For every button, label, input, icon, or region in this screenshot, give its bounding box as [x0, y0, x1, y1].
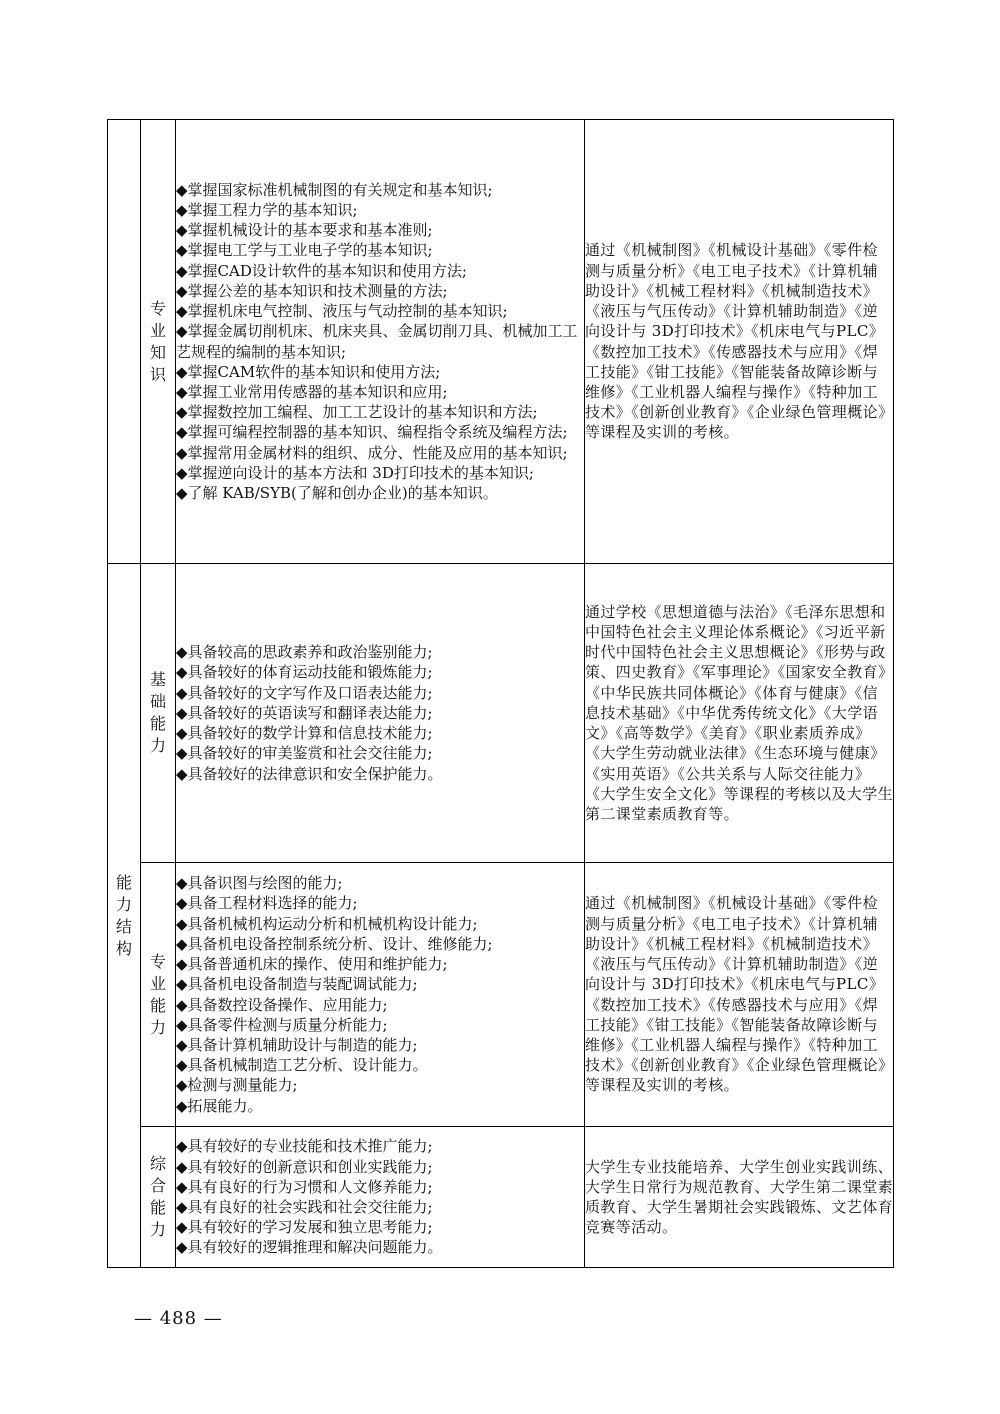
list-item: ◆掌握工业常用传感器的基本知识和应用; — [176, 382, 448, 401]
courses-cell: 通过《机械制图》《机械设计基础》《零件检测与质量分析》《电工电子技术》《计算机辅助设计》《机械工程材料》《机械制造技术》《液压与气压传动》《计算机辅助制造》《逆向设计与 3D打印技术》《机床电气与PLC》《数控加工技术》《传感器技术与应用》《焊工技能》《钳工技能》《智能装备故障诊断与维修》《工业机器人编程与操作》《特种加工技术》《创新创业教育》《企业绿色管理概论》等课程及实训的考核。 — [585, 863, 894, 1127]
list-item: ◆了解 KAB/SYB(了解和创办企业)的基本知识。 — [176, 483, 498, 502]
category-label: 能力结构 — [116, 872, 133, 958]
list-item: ◆具备数控设备操作、应用能力; — [176, 995, 388, 1014]
requirements-list — [176, 180, 584, 503]
subcategory-cell — [141, 120, 176, 564]
courses-cell: 大学生专业技能培养、大学生创业实践训练、大学生日常行为规范教育、大学生第二课堂素质教育、大学生暑期社会实践锻炼、文艺体育竞赛等活动。 — [585, 1127, 894, 1268]
list-item: ◆具备较高的思政素养和政治鉴别能力; — [176, 643, 433, 662]
list-item: ◆具有较好的专业技能和技术推广能力; — [176, 1137, 433, 1156]
courses-cell: 通过《机械制图》《机械设计基础》《零件检测与质量分析》《电工电子技术》《计算机辅助设计》《机械工程材料》《机械制造技术》《液压与气压传动》《计算机辅助制造》《逆向设计与 3D打印技术》《机床电气与PLC》《数控加工技术》《传感器技术与应用》《焊工技能》《钳工技能》《智能装备故障诊断与维修》《工业机器人编程与操作》《特种加工技术》《创新创业教育》《企业绿色管理概论》等课程及实训的考核。 — [585, 120, 894, 564]
list-item: ◆掌握公差的基本知识和技术测量的方法; — [176, 281, 448, 300]
list-item: ◆具有较好的学习发展和独立思考能力; — [176, 1218, 433, 1237]
list-item: ◆掌握机械设计的基本要求和基本准则; — [176, 221, 433, 240]
requirements-cell — [176, 120, 585, 564]
list-item: ◆掌握常用金属材料的组织、成分、性能及应用的基本知识; — [176, 443, 568, 462]
list-item: ◆具备工程材料选择的能力; — [176, 894, 358, 913]
requirements-cell — [176, 1127, 585, 1268]
category-cell-empty — [108, 120, 141, 564]
requirements-list — [176, 642, 584, 783]
list-item: ◆具有良好的行为习惯和人文修养能力; — [176, 1177, 433, 1196]
requirements-cell — [176, 564, 585, 863]
list-item: ◆掌握CAM软件的基本知识和使用方法; — [176, 362, 441, 381]
requirements-cell — [176, 863, 585, 1127]
list-item: ◆具备较好的文字写作及口语表达能力; — [176, 683, 433, 702]
list-item: ◆具备识图与绘图的能力; — [176, 874, 343, 893]
list-item: ◆掌握金属切削机床、机床夹具、金属切削刀具、机械加工工艺规程的编制的基本知识; — [176, 322, 578, 361]
courses-cell: 通过学校《思想道德与法治》《毛泽东思想和中国特色社会主义理论体系概论》《习近平新时代中国特色社会主义思想概论》《形势与政策、四史教育》《军事理论》《国家安全教育》《中华民族共同体概论》《体育与健康》《信息技术基础》《中华优秀传统文化》《大学语文》《高等数学》《美育》《职业素质养成》《大学生劳动就业法律》《生态环境与健康》《实用英语》《公共关系与人际交往能力》《大学生安全文化》等课程的考核以及大学生第二课堂素质教育等。 — [585, 564, 894, 863]
list-item: ◆具备较好的审美鉴赏和社会交往能力; — [176, 744, 433, 763]
list-item: ◆掌握CAD设计软件的基本知识和使用方法; — [176, 261, 467, 280]
list-item: ◆具备机电设备控制系统分析、设计、维修能力; — [176, 934, 493, 953]
table-row — [108, 863, 894, 1127]
list-item: ◆具备较好的英语读写和翻译表达能力; — [176, 703, 433, 722]
subcategory-cell — [141, 1127, 176, 1268]
category-cell — [108, 564, 141, 1268]
list-item: ◆具有较好的逻辑推理和解决问题能力。 — [176, 1238, 443, 1257]
page-number: — 488 — — [134, 1308, 223, 1329]
list-item: ◆掌握机床电气控制、液压与气动控制的基本知识; — [176, 302, 508, 321]
subcategory-label: 专业能力 — [150, 951, 167, 1037]
requirements-list — [176, 873, 584, 1115]
list-item: ◆掌握工程力学的基本知识; — [176, 201, 358, 220]
list-item: ◆具备较好的体育运动技能和锻炼能力; — [176, 663, 433, 682]
list-item: ◆掌握数控加工编程、加工工艺设计的基本知识和方法; — [176, 403, 538, 422]
list-item: ◆具有良好的社会实践和社会交往能力; — [176, 1198, 433, 1216]
list-item: ◆具备普通机床的操作、使用和维护能力; — [176, 955, 448, 974]
table-row — [108, 120, 894, 564]
subcategory-label: 基础能力 — [150, 670, 167, 755]
list-item: ◆掌握可编程控制器的基本知识、编程指令系统及编程方法; — [176, 423, 568, 442]
requirements-list — [176, 1136, 584, 1257]
list-item: ◆具备较好的法律意识和安全保护能力。 — [176, 764, 443, 783]
curriculum-table — [107, 119, 894, 1268]
list-item: ◆具备计算机辅助设计与制造的能力; — [176, 1035, 418, 1054]
list-item: ◆掌握国家标准机械制图的有关规定和基本知识; — [176, 180, 493, 199]
table-row — [108, 564, 894, 863]
list-item: ◆具备机电设备制造与装配调试能力; — [176, 975, 418, 994]
list-item: ◆掌握电工学与工业电子学的基本知识; — [176, 241, 433, 260]
list-item: ◆检测与测量能力; — [176, 1076, 298, 1095]
list-item: ◆具备较好的数学计算和信息技术能力; — [176, 724, 433, 743]
table-row — [108, 1127, 894, 1268]
subcategory-label: 综合能力 — [150, 1154, 167, 1239]
list-item: ◆具有较好的创新意识和创业实践能力; — [176, 1157, 433, 1176]
list-item: ◆具备零件检测与质量分析能力; — [176, 1015, 388, 1034]
subcategory-cell — [141, 564, 176, 863]
list-item: ◆具备机械机构运动分析和机械机构设计能力; — [176, 914, 478, 933]
subcategory-label: 专业知识 — [150, 298, 167, 384]
list-item: ◆掌握逆向设计的基本方法和 3D打印技术的基本知识; — [176, 463, 534, 482]
list-item: ◆拓展能力。 — [176, 1096, 263, 1115]
subcategory-cell — [141, 863, 176, 1127]
list-item: ◆具备机械制造工艺分析、设计能力。 — [176, 1056, 428, 1075]
